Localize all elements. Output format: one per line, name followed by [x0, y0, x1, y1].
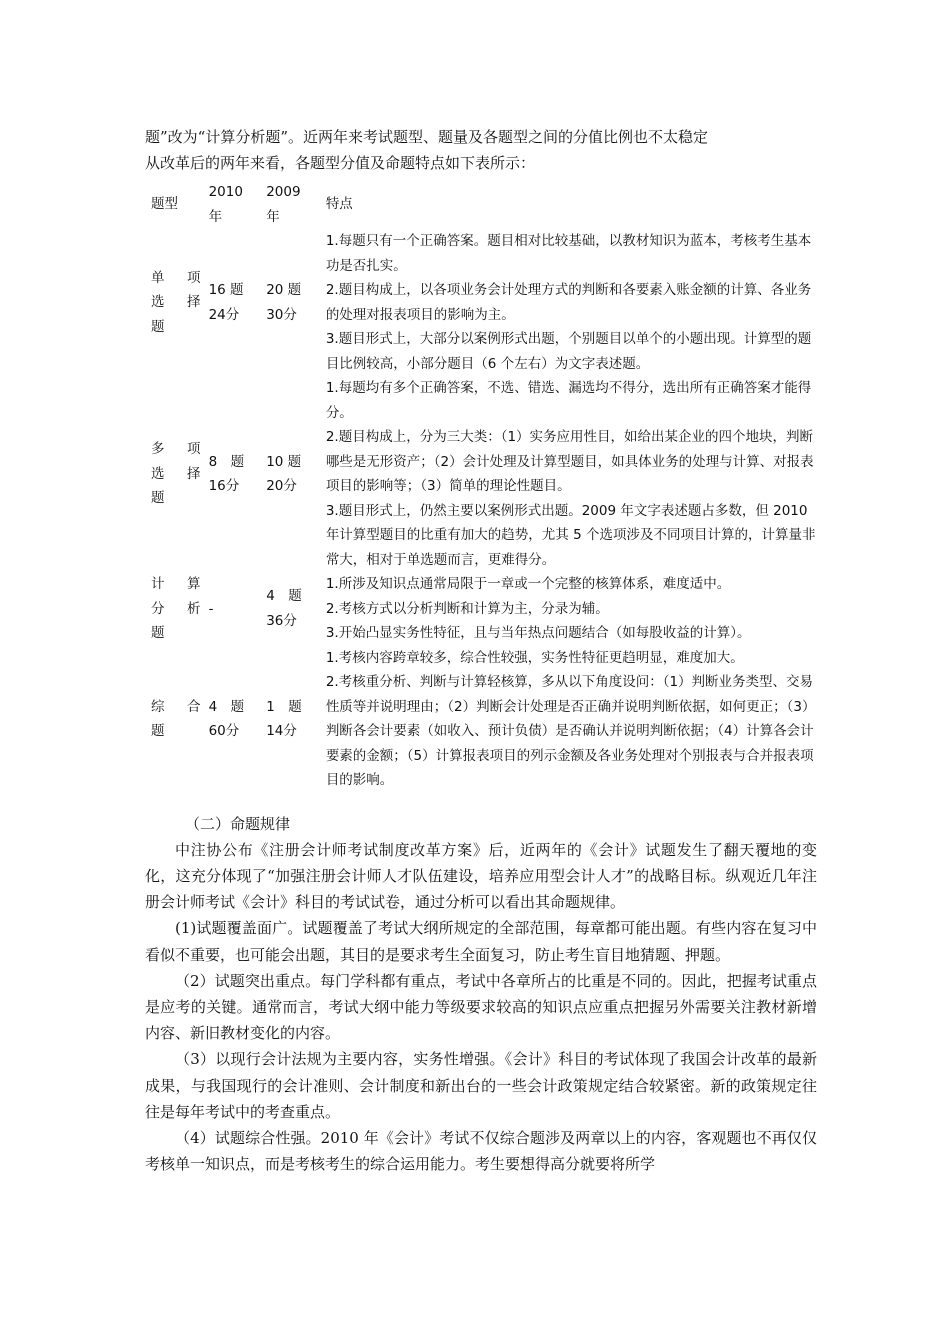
header-2010-line: 年 — [208, 208, 223, 225]
type-line: 单 项 — [151, 269, 201, 286]
type-line: 选 择 — [151, 465, 201, 482]
row-2009 — [262, 376, 320, 572]
header-features: 特点 — [325, 196, 353, 213]
section-body — [145, 811, 817, 1178]
feature-item: 2.题目构成上，以各项业务会计处理方式的判断和各要素入账金额的计算、各业务的处理对报表项目的影响为主。 — [325, 282, 812, 323]
row-2009 — [262, 572, 320, 646]
feature-item: 3.题目形式上，仍然主要以案例形式出题。2009 年文字表述题占多数，但 2010 年计算型题目的比重有加大的趋势，尤其 5 个选项涉及不同项目计算的，计算量非常大，相对于单选题而言，更难得分。 — [325, 502, 816, 568]
row-2010 — [205, 646, 263, 793]
intro-text — [145, 124, 817, 176]
row-2010 — [205, 572, 263, 646]
table-row — [145, 376, 817, 572]
body-paragraph: （3）以现行会计法规为主要内容，实务性增强。《会计》科目的考试体现了我国会计改革的最新成果，与我国现行的会计准则、会计制度和新出台的一些会计政策规定结合较紧密。新的政策规定往往是每年考试中的考查重点。 — [145, 1050, 817, 1121]
type-line: 分 析 — [151, 600, 201, 617]
table-row — [145, 572, 817, 646]
score-line: 60分 — [208, 723, 240, 739]
body-paragraph: （4）试题综合性强。2010 年《会计》考试不仅综合题涉及两章以上的内容，客观题也不再仅仅考核单一知识点，而是考核考生的综合运用能力。考生要想得高分就要将所学 — [145, 1128, 817, 1174]
count-line: 4 题 — [266, 588, 302, 605]
row-features — [320, 229, 817, 376]
feature-item: 2.考核方式以分析判断和计算为主，分录为辅。 — [325, 600, 609, 617]
row-type — [145, 646, 205, 793]
type-line: 多 项 — [151, 441, 201, 458]
row-features — [320, 646, 817, 793]
count-line: 8 题 — [208, 453, 245, 470]
count-line: 1 题 — [266, 698, 302, 715]
body-paragraph: (1)试题覆盖面广。试题覆盖了考试大纲所规定的全部范围，每章都可能出题。有些内容在复习中看似不重要，也可能会出题，其目的是要求考生全面复习，防止考生盲目地猜题、押题。 — [145, 919, 817, 964]
intro-line: 从改革后的两年来看，各题型分值及命题特点如下表所示： — [145, 154, 536, 172]
header-2009 — [262, 180, 320, 229]
score-line: 20分 — [266, 478, 297, 494]
type-line: 计 算 — [151, 576, 201, 592]
row-features — [320, 572, 817, 646]
row-type — [145, 572, 205, 646]
body-paragraph: （2）试题突出重点。每门学科都有重点，考试中各章所占的比重是不同的。因此，把握考试重点是应考的关键。通常而言，考试大纲中能力等级要求较高的知识点应重点把握另外需要关注教材新增内容、新旧教材变化的内容。 — [145, 971, 817, 1043]
row-type — [145, 376, 205, 572]
document-page — [145, 124, 817, 1177]
row-2009 — [262, 646, 320, 793]
row-2009 — [262, 229, 320, 376]
score-line: 24分 — [208, 306, 240, 323]
feature-item: 3.开始凸显实务性特征，且与当年热点问题结合（如每股收益的计算）。 — [325, 625, 751, 641]
score-line: 16分 — [208, 478, 240, 494]
row-2010 — [205, 376, 263, 572]
feature-item: 2.考核重分析、判断与计算轻核算，多从以下角度设问：（1）判断业务类型、交易性质等并说明理由；（2）判断会计处理是否正确并说明判断依据，如何更正；（3）判断各会计要素（如收入、预计负债）是否确认并说明判断依据；（4）计算各会计要素的金额；（5）计算报表项目的列示金额及各业务处理对个别报表与合并报表项目的影响。 — [325, 674, 816, 788]
intro-line: 题”改为“计算分析题”。近两年来考试题型、题量及各题型之间的分值比例也不太稳定 — [145, 128, 709, 146]
header-2009-line: 2009 — [266, 184, 301, 200]
feature-item: 1.考核内容跨章较多，综合性较强，实务性特征更趋明显，难度加大。 — [325, 649, 744, 666]
type-line: 题 — [151, 723, 165, 739]
count-line: 10 题 — [266, 453, 302, 470]
row-type — [145, 229, 205, 376]
type-line: 综 合 — [151, 698, 201, 715]
type-line: 选 择 — [151, 294, 201, 311]
count-line: 16 题 — [208, 282, 244, 298]
score-line: 14分 — [266, 723, 297, 739]
type-line: 题 — [151, 490, 165, 507]
question-type-table — [145, 180, 817, 793]
feature-item: 2.题目构成上，分为三大类：（1）实务应用性目，如给出某企业的四个地块，判断哪些是无形资产；（2）会计处理及计算型题目，如具体业务的处理与计算、对报表项目的影响等；（3）简单的理论性题目。 — [325, 429, 814, 494]
header-2009-line: 年 — [266, 208, 280, 225]
header-type: 题型 — [151, 196, 178, 213]
score-line: 30分 — [266, 306, 297, 323]
section-heading: （二）命题规律 — [185, 814, 291, 833]
feature-item: 1.每题只有一个正确答案。题目相对比较基础，以教材知识为蓝本，考核考生基本功是否扎实。 — [325, 233, 812, 274]
table-row — [145, 646, 817, 793]
type-line: 题 — [151, 625, 165, 641]
row-2010 — [205, 229, 263, 376]
count-line: - — [208, 600, 214, 617]
table-row — [145, 229, 817, 376]
score-line: 36分 — [266, 612, 297, 629]
feature-item: 1.所涉及知识点通常局限于一章或一个完整的核算体系，难度适中。 — [325, 576, 731, 592]
header-2010 — [205, 180, 263, 229]
type-line: 题 — [151, 318, 165, 335]
header-2010-line: 2010 — [208, 184, 243, 200]
row-features — [320, 376, 817, 572]
count-line: 20 题 — [266, 282, 302, 298]
table-header-row — [145, 180, 817, 229]
count-line: 4 题 — [208, 698, 245, 715]
feature-item: 3.题目形式上，大部分以案例形式出题，个别题目以单个的小题出现。计算型的题目比例较高，小部分题目（6 个左右）为文字表述题。 — [325, 331, 812, 372]
feature-item: 1.每题均有多个正确答案，不选、错选、漏选均不得分，选出所有正确答案才能得分。 — [325, 380, 812, 421]
body-paragraph: 中注协公布《注册会计师考试制度改革方案》后，近两年的《会计》试题发生了翻天覆地的变化，这充分体现了“加强注册会计师人才队伍建设，培养应用型会计人才”的战略目标。纵观近几年注册会计师考试《会计》科目的考试试卷，通过分析可以看出其命题规律。 — [145, 840, 817, 912]
